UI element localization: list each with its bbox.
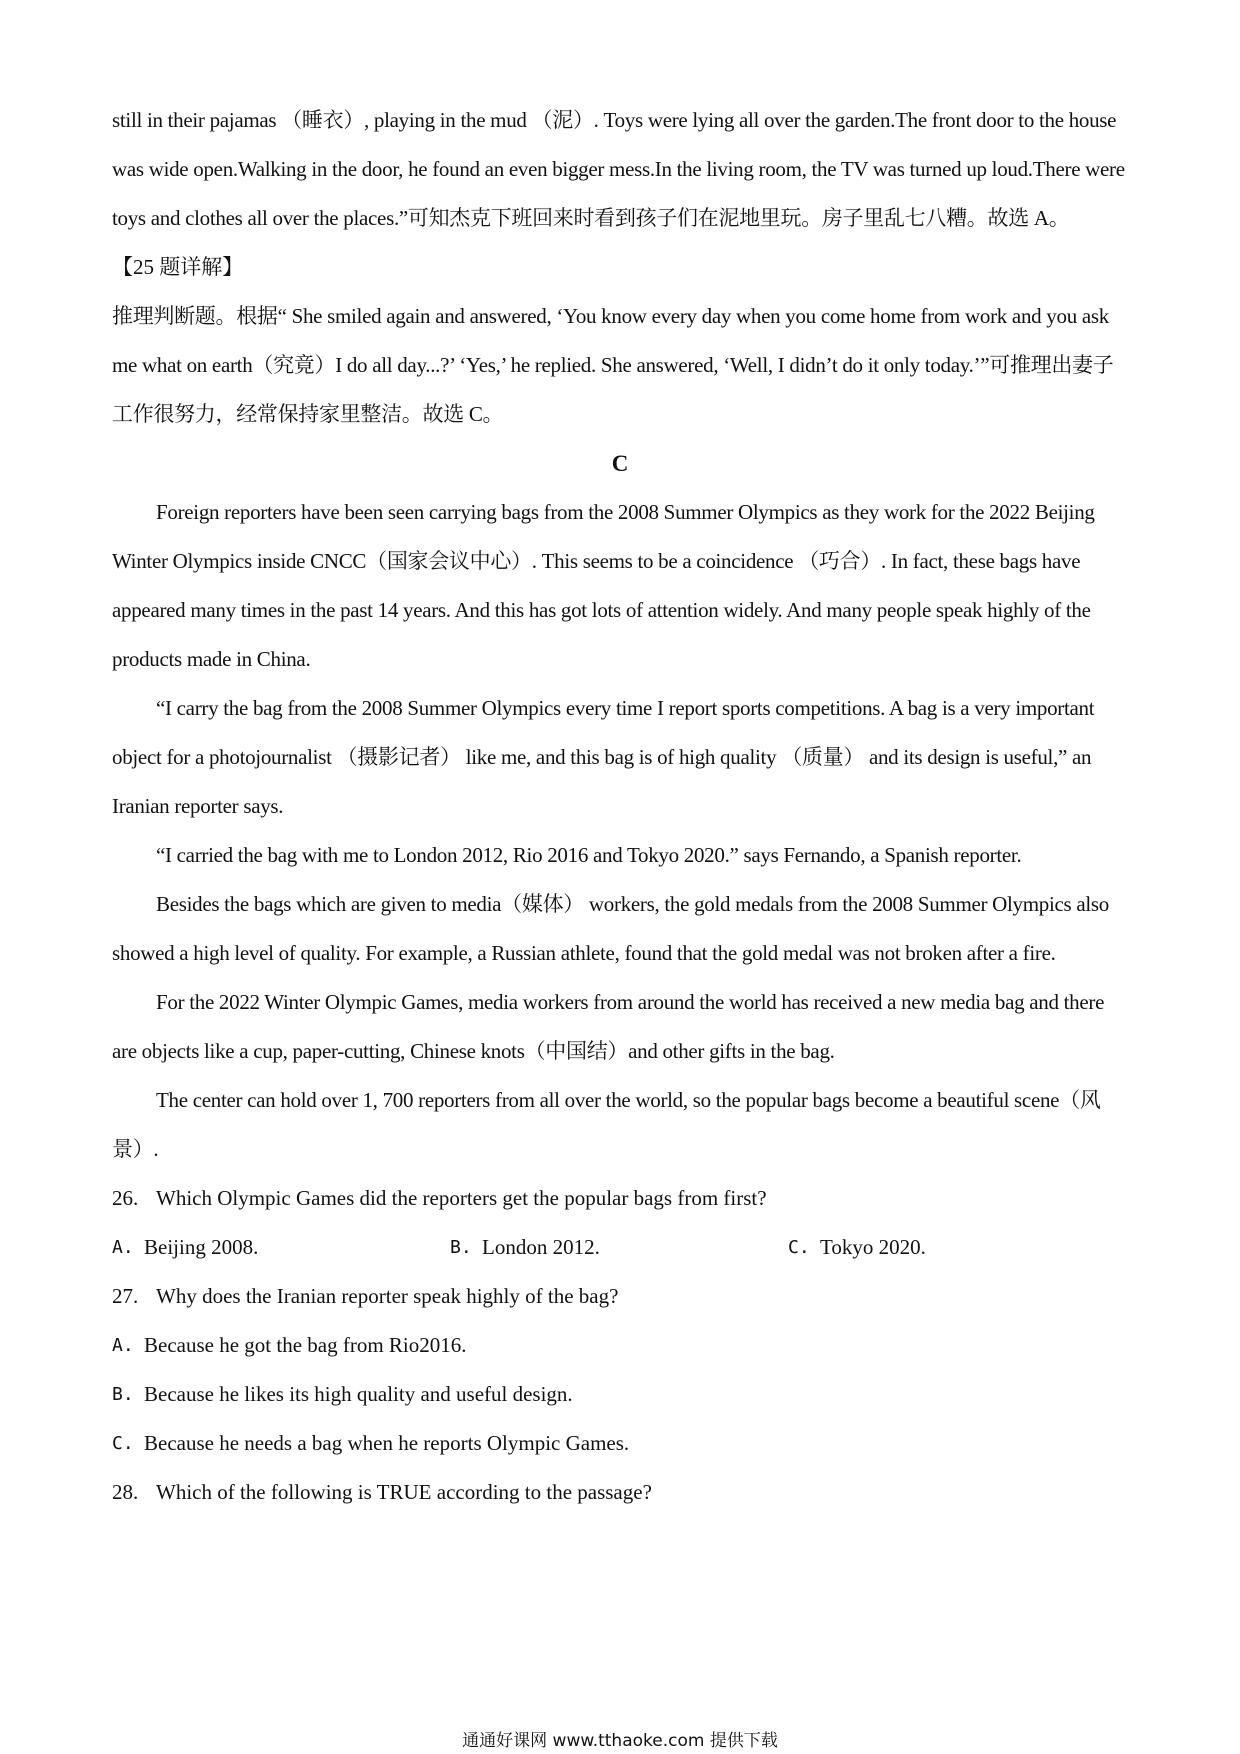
question-number: 27. xyxy=(112,1284,139,1308)
question-27 xyxy=(112,1272,1128,1321)
option-letter: B. xyxy=(450,1237,472,1258)
question-28 xyxy=(112,1468,1128,1517)
option-text: Because he likes its high quality and useful design. xyxy=(144,1382,573,1406)
option-a[interactable] xyxy=(112,1321,1128,1370)
question-number: 26. xyxy=(112,1186,139,1210)
option-a[interactable] xyxy=(112,1223,450,1272)
passage-paragraph: Besides the bags which are given to media（媒体） workers, the gold medals from the 2008 Summer Olympics also showed a high level of quality. For example, a Russian athlete, found that the gold medal was not broken after a fire. xyxy=(112,892,1109,965)
question-text: Which of the following is TRUE according to the passage? xyxy=(156,1480,652,1504)
option-letter: A. xyxy=(112,1335,134,1356)
option-text: Tokyo 2020. xyxy=(820,1235,926,1259)
question-26 xyxy=(112,1174,1128,1223)
passage-paragraph: For the 2022 Winter Olympic Games, media workers from around the world has received a new media bag and there are objects like a cup, paper-cutting, Chinese knots（中国结）and other gifts in the bag. xyxy=(112,990,1105,1063)
option-c[interactable] xyxy=(112,1419,1128,1468)
passage-paragraph: “I carried the bag with me to London 2012, Rio 2016 and Tokyo 2020.” says Fernando, a Spanish reporter. xyxy=(156,843,1022,867)
option-letter: A. xyxy=(112,1237,134,1258)
question-text: Which Olympic Games did the reporters get the popular bags from first? xyxy=(156,1186,767,1210)
option-text: London 2012. xyxy=(482,1235,600,1259)
option-text: Because he needs a bag when he reports Olympic Games. xyxy=(144,1431,630,1455)
option-b[interactable] xyxy=(450,1223,788,1272)
previous-answer-continuation: still in their pajamas （睡衣）, playing in the mud （泥）. Toys were lying all over the garden.The front door to the house was wide open.Walking in the door, he found an even bigger mess.In the living room, the TV was turned up loud.There were toys and clothes all over the places.”可知杰克下班回来时看到孩子们在泥地里玩。房子里乱七八糟。故选 A。 xyxy=(112,108,1125,230)
question-number: 28. xyxy=(112,1480,139,1504)
q25-heading: 【25 题详解】 xyxy=(112,255,244,279)
option-b[interactable] xyxy=(112,1370,1128,1419)
section-title: C xyxy=(611,451,629,476)
passage-paragraph: The center can hold over 1, 700 reporters from all over the world, so the popular bags become a beautiful scene（风景）. xyxy=(112,1088,1101,1161)
question-26-options xyxy=(112,1223,1128,1272)
passage-paragraph: “I carry the bag from the 2008 Summer Olympics every time I report sports competitions. A bag is a very important object for a photojournalist （摄影记者） like me, and this bag is of high quality （质量） and its design is useful,” an Iranian reporter says. xyxy=(112,696,1095,818)
option-letter: C. xyxy=(788,1237,810,1258)
document-page xyxy=(112,96,1128,1517)
option-letter: C. xyxy=(112,1433,134,1454)
page-footer: 通通好课网 www.tthaoke.com 提供下载 xyxy=(462,1731,778,1751)
option-text: Because he got the bag from Rio2016. xyxy=(144,1333,467,1357)
option-text: Beijing 2008. xyxy=(144,1235,259,1259)
question-text: Why does the Iranian reporter speak highly of the bag? xyxy=(156,1284,619,1308)
q25-explanation: 推理判断题。根据“ She smiled again and answered, ‘You know every day when you come home from work and you ask me what on earth（究竟）I do all day...?’ ‘Yes,’ he replied. She answered, ‘Well, I didn’t do it only today.’”可推理出妻子工作很努力，经常保持家里整洁。故选 C。 xyxy=(112,304,1114,426)
option-c[interactable] xyxy=(788,1223,926,1272)
option-letter: B. xyxy=(112,1384,134,1405)
passage-paragraph: Foreign reporters have been seen carrying bags from the 2008 Summer Olympics as they work for the 2022 Beijing Winter Olympics inside CNCC（国家会议中心）. This seems to be a coincidence （巧合）. In fact, these bags have appeared many times in the past 14 years. And this has got lots of attention widely. And many people speak highly of the products made in China. xyxy=(112,500,1095,671)
